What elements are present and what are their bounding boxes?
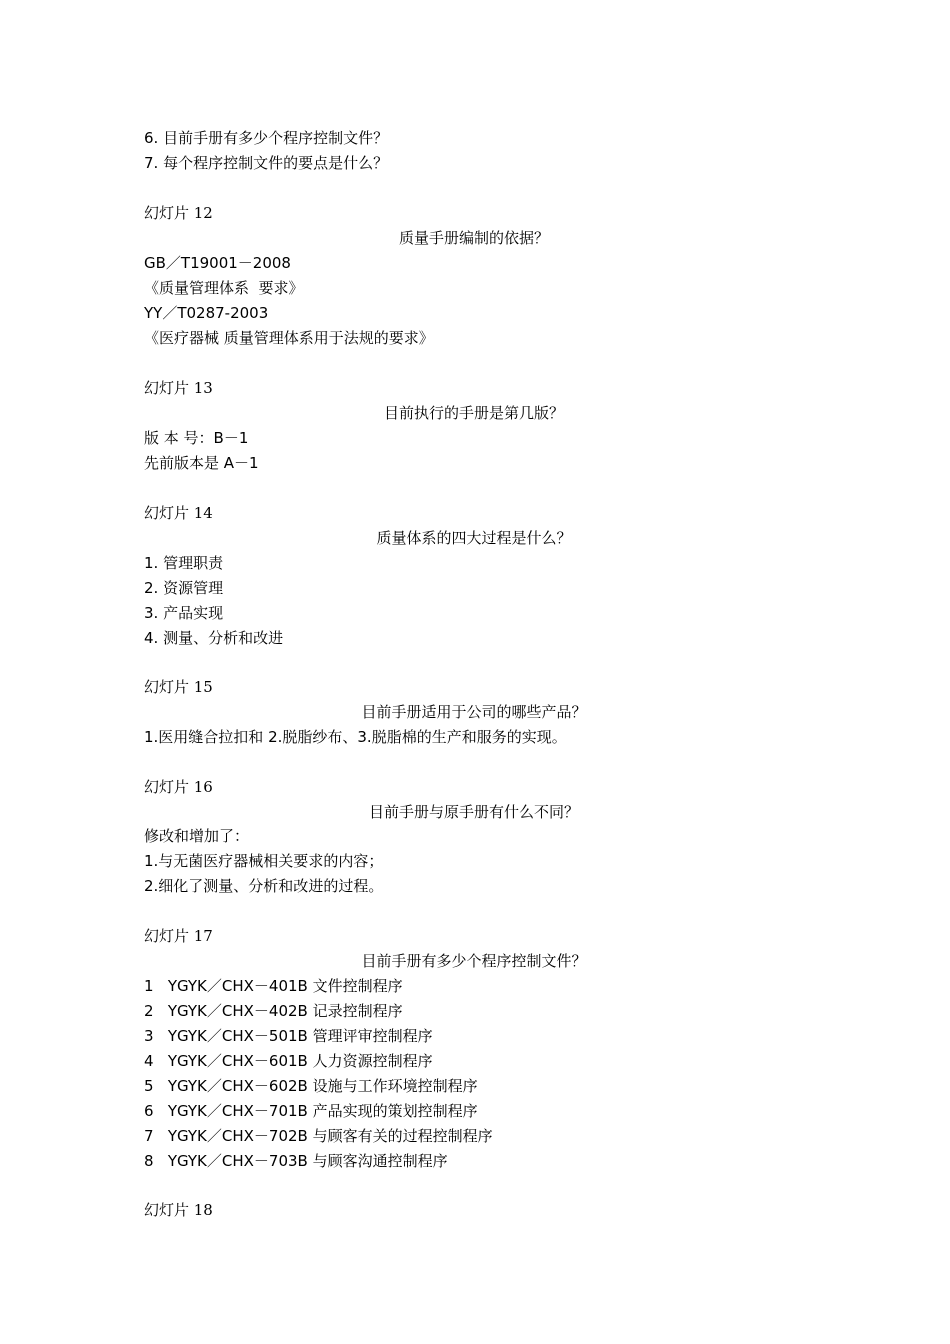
slide-line: 版 本 号：B－1 (144, 429, 249, 447)
slide-label: 幻灯片 14 (144, 504, 213, 522)
slide-title: 目前手册有多少个程序控制文件？ (361, 952, 587, 970)
slide-title: 目前执行的手册是第几版？ (383, 404, 564, 422)
question-item: 7. 每个程序控制文件的要点是什么？ (144, 154, 389, 172)
question-item: 6. 目前手册有多少个程序控制文件？ (144, 129, 389, 147)
slide-line: 1. 管理职责 (144, 554, 224, 572)
slide-line: 3. 产品实现 (144, 604, 224, 622)
slide-label: 幻灯片 16 (144, 778, 213, 796)
slide-line: 1.与无菌医疗器械相关要求的内容； (144, 852, 384, 870)
procedure-line: 7 YGYK／CHX－702B 与顾客有关的过程控制程序 (144, 1127, 493, 1145)
slide-label: 幻灯片 15 (144, 678, 213, 696)
slide-label: 幻灯片 13 (144, 379, 213, 397)
procedure-line: 4 YGYK／CHX－601B 人力资源控制程序 (144, 1052, 433, 1070)
slide-title: 质量体系的四大过程是什么？ (376, 529, 572, 547)
slide-label: 幻灯片 18 (144, 1201, 213, 1219)
procedure-line: 2 YGYK／CHX－402B 记录控制程序 (144, 1002, 403, 1020)
slide-line: 4. 测量、分析和改进 (144, 629, 284, 647)
procedure-line: 6 YGYK／CHX－701B 产品实现的策划控制程序 (144, 1102, 478, 1120)
slide-line: 1.医用缝合拉扣和 2.脱脂纱布、3.脱脂棉的生产和服务的实现。 (144, 728, 567, 746)
slide-title: 目前手册与原手册有什么不同？ (368, 803, 579, 821)
procedure-line: 1 YGYK／CHX－401B 文件控制程序 (144, 977, 403, 995)
slide-line: YY／T0287-2003 (144, 304, 269, 322)
slide-title: 质量手册编制的依据？ (398, 229, 549, 247)
slide-line: GB／T19001－2008 (144, 254, 291, 272)
slide-label: 幻灯片 17 (144, 927, 213, 945)
slide-line: 《医疗器械 质量管理体系用于法规的要求》 (144, 329, 434, 347)
slide-line: 《质量管理体系 要求》 (144, 279, 304, 297)
procedure-line: 5 YGYK／CHX－602B 设施与工作环境控制程序 (144, 1077, 478, 1095)
slide-line: 先前版本是 A－1 (144, 454, 259, 472)
slide-title: 目前手册适用于公司的哪些产品？ (361, 703, 587, 721)
procedure-line: 3 YGYK／CHX－501B 管理评审控制程序 (144, 1027, 433, 1045)
slide-line: 2. 资源管理 (144, 579, 224, 597)
procedure-line: 8 YGYK／CHX－703B 与顾客沟通控制程序 (144, 1152, 448, 1170)
slide-line: 2.细化了测量、分析和改进的过程。 (144, 877, 384, 895)
slide-line: 修改和增加了： (144, 827, 250, 845)
slide-label: 幻灯片 12 (144, 204, 213, 222)
